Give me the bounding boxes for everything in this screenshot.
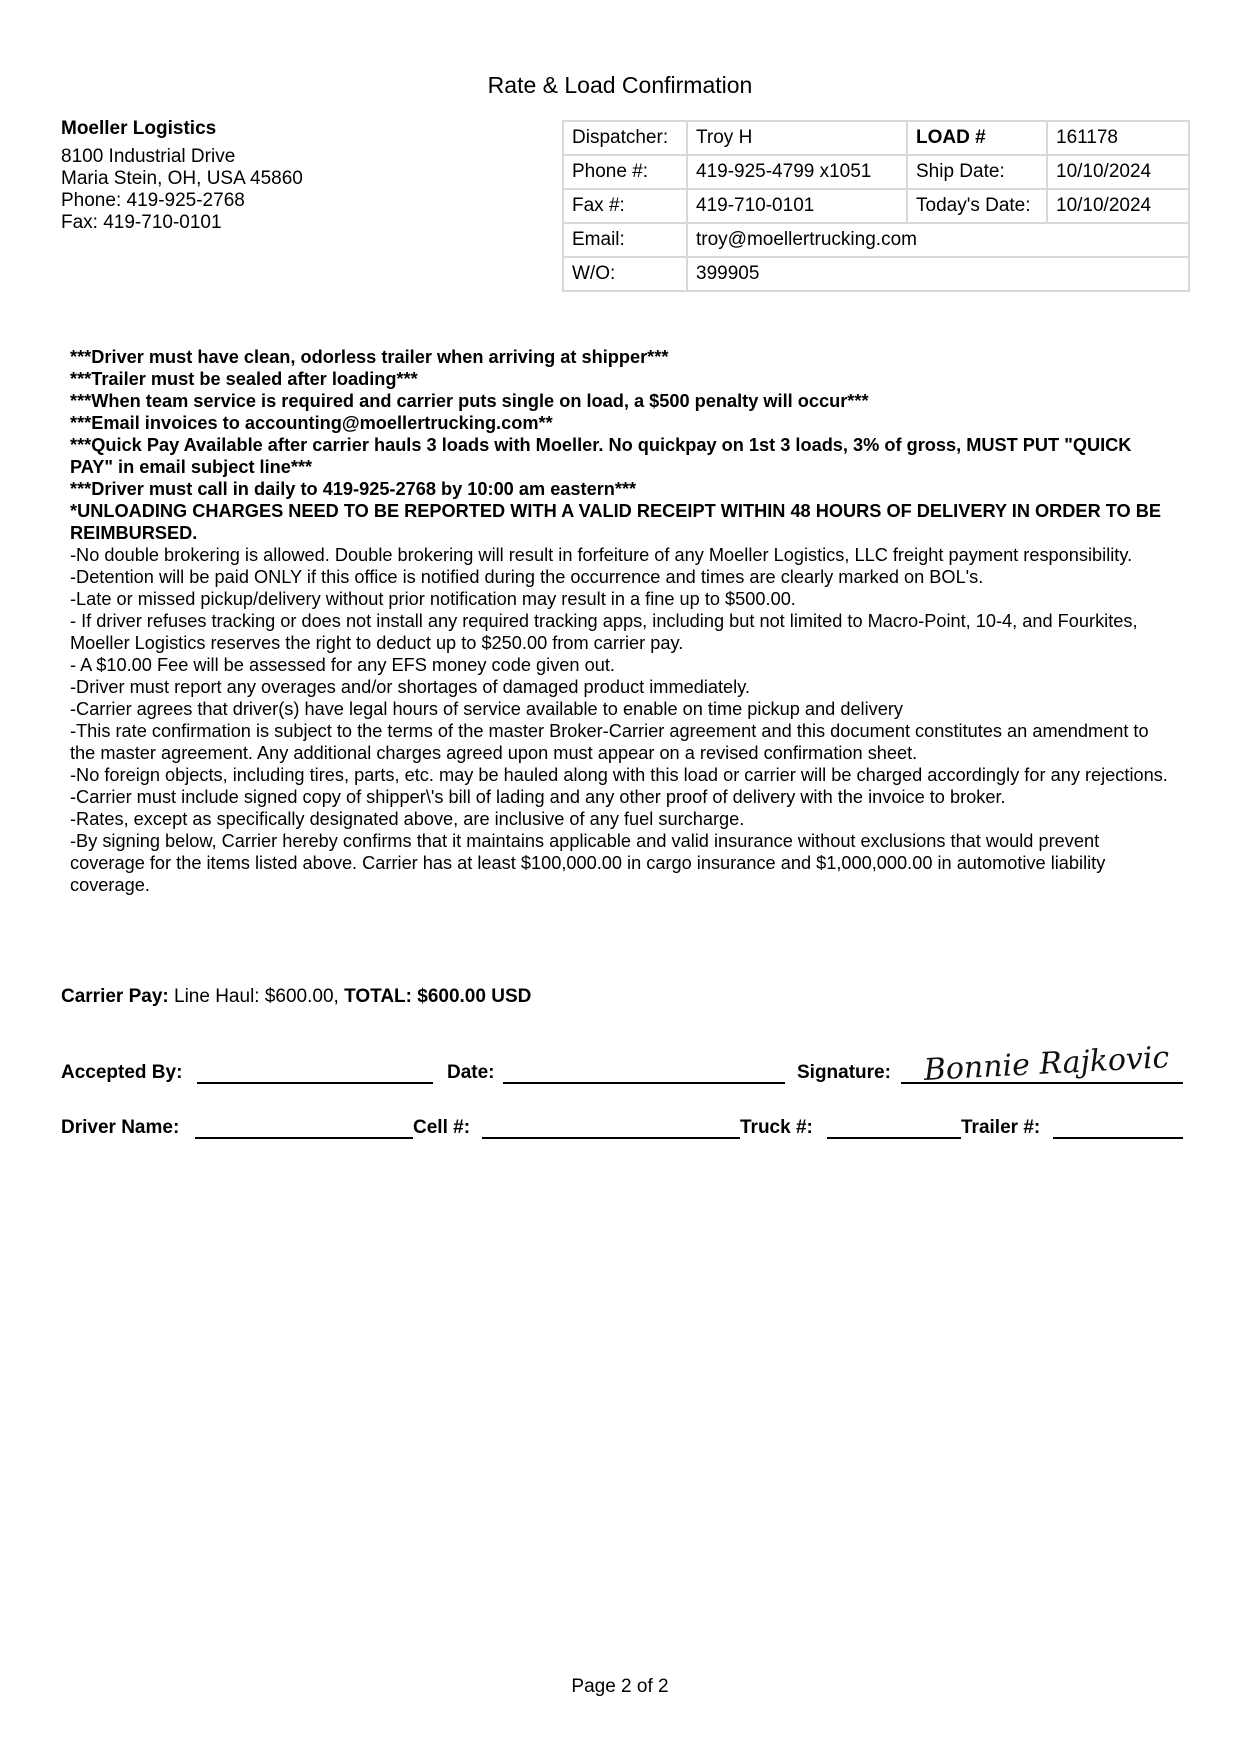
term-item: *UNLOADING CHARGES NEED TO BE REPORTED WITH A VALID RECEIPT WITHIN 48 HOURS OF DELIVERY IN ORDER TO BE REIMBURSED.	[70, 501, 1161, 543]
date-field[interactable]	[503, 1080, 785, 1084]
term-item: ***Quick Pay Available after carrier hauls 3 loads with Moeller. No quickpay on 1st 3 loads, 3% of gross, MUST PUT "QUICK PAY" in email subject line***	[70, 435, 1132, 477]
phone-label: Phone #:	[563, 155, 687, 189]
table-row	[563, 155, 1189, 189]
carrier-pay	[61, 986, 531, 1008]
line-haul: Line Haul: $600.00,	[168, 986, 345, 1007]
trailer-field[interactable]	[1053, 1135, 1183, 1139]
table-row	[563, 121, 1189, 155]
company-address-line1: 8100 Industrial Drive	[61, 146, 236, 167]
todays-date-value: 10/10/2024	[1047, 189, 1189, 223]
carrier-pay-total: TOTAL: $600.00 USD	[344, 986, 532, 1007]
fax-value: 419-710-0101	[687, 189, 907, 223]
table-row	[563, 257, 1189, 291]
term-item: ***Driver must call in daily to 419-925-2768 by 10:00 am eastern***	[70, 479, 637, 499]
accepted-by-label: Accepted By:	[61, 1062, 183, 1083]
date-label: Date:	[447, 1062, 495, 1083]
accepted-by-field[interactable]	[197, 1080, 433, 1084]
cell-label: Cell #:	[413, 1117, 471, 1138]
dispatcher-value: Troy H	[687, 121, 907, 155]
todays-date-label: Today's Date:	[907, 189, 1047, 223]
table-row	[563, 223, 1189, 257]
ship-date-label: Ship Date:	[907, 155, 1047, 189]
driver-row	[61, 1105, 1183, 1145]
dispatcher-label: Dispatcher:	[563, 121, 687, 155]
term-item: - A $10.00 Fee will be assessed for any EFS money code given out.	[70, 655, 615, 675]
driver-name-field[interactable]	[195, 1135, 413, 1139]
cell-field[interactable]	[482, 1135, 740, 1139]
term-item: ***When team service is required and carrier puts single on load, a $500 penalty will occur***	[70, 391, 869, 411]
phone-value: 419-925-4799 x1051	[687, 155, 907, 189]
page-number: Page 2 of 2	[571, 1676, 669, 1697]
trailer-label: Trailer #:	[961, 1117, 1041, 1138]
email-value: troy@moellertrucking.com	[687, 223, 1189, 257]
term-item: -Late or missed pickup/delivery without prior notification may result in a fine up to $500.00.	[70, 589, 796, 609]
svg-text:Bonnie Rajkovic: Bonnie Rajkovic	[922, 1040, 1171, 1088]
dispatch-info-table	[562, 120, 1190, 292]
company-name: Moeller Logistics	[61, 118, 217, 139]
carrier-pay-label: Carrier Pay:	[61, 986, 169, 1007]
wo-label: W/O:	[563, 257, 687, 291]
term-item: -Driver must report any overages and/or shortages of damaged product immediately.	[70, 677, 750, 697]
term-item: -By signing below, Carrier hereby confirms that it maintains applicable and valid insurance without exclusions that would prevent coverage for the items listed above. Carrier has at least $100,000.00 in cargo insurance and $1,000,000.00 in automotive liability coverage.	[70, 831, 1106, 895]
signature-label: Signature:	[797, 1062, 891, 1083]
load-label: LOAD #	[907, 121, 1047, 155]
truck-label: Truck #:	[740, 1117, 813, 1138]
term-item: ***Trailer must be sealed after loading***	[70, 369, 418, 389]
table-row	[563, 189, 1189, 223]
page-title: Rate & Load Confirmation	[487, 72, 753, 98]
truck-field[interactable]	[827, 1135, 961, 1139]
load-value: 161178	[1047, 121, 1189, 155]
driver-name-label: Driver Name:	[61, 1117, 180, 1138]
term-item: -Rates, except as specifically designated above, are inclusive of any fuel surcharge.	[70, 809, 745, 829]
company-address-line2: Maria Stein, OH, USA 45860	[61, 168, 303, 189]
term-item: ***Email invoices to accounting@moellertrucking.com**	[70, 413, 553, 433]
company-block	[61, 118, 303, 234]
fax-label: Fax #:	[563, 189, 687, 223]
term-item: -No foreign objects, including tires, parts, etc. may be hauled along with this load or carrier will be charged accordingly for any rejections.	[70, 765, 1168, 785]
terms-section	[70, 346, 1170, 896]
term-item: -Detention will be paid ONLY if this office is notified during the occurrence and times are clearly marked on BOL's.	[70, 567, 984, 587]
term-item: - If driver refuses tracking or does not install any required tracking apps, including but not limited to Macro-Point, 10-4, and Fourkites, Moeller Logistics reserves the right to deduct up to $250.00 from carrier pay.	[70, 611, 1138, 653]
wo-value: 399905	[687, 257, 1189, 291]
ship-date-value: 10/10/2024	[1047, 155, 1189, 189]
term-item: ***Driver must have clean, odorless trailer when arriving at shipper***	[70, 347, 669, 367]
term-item: -Carrier must include signed copy of shipper\'s bill of lading and any other proof of delivery with the invoice to broker.	[70, 787, 1006, 807]
company-phone: Phone: 419-925-2768	[61, 190, 245, 211]
handwritten-signature	[898, 1040, 1178, 1098]
term-item: -No double brokering is allowed. Double brokering will result in forfeiture of any Moeller Logistics, LLC freight payment responsibility.	[70, 545, 1133, 565]
term-item: -Carrier agrees that driver(s) have legal hours of service available to enable on time pickup and delivery	[70, 699, 904, 719]
company-fax: Fax: 419-710-0101	[61, 212, 222, 233]
term-item: -This rate confirmation is subject to the terms of the master Broker-Carrier agreement and this document constitutes an amendment to the master agreement. Any additional charges agreed upon must appear on a revised confirmation sheet.	[70, 721, 1149, 763]
email-label: Email:	[563, 223, 687, 257]
